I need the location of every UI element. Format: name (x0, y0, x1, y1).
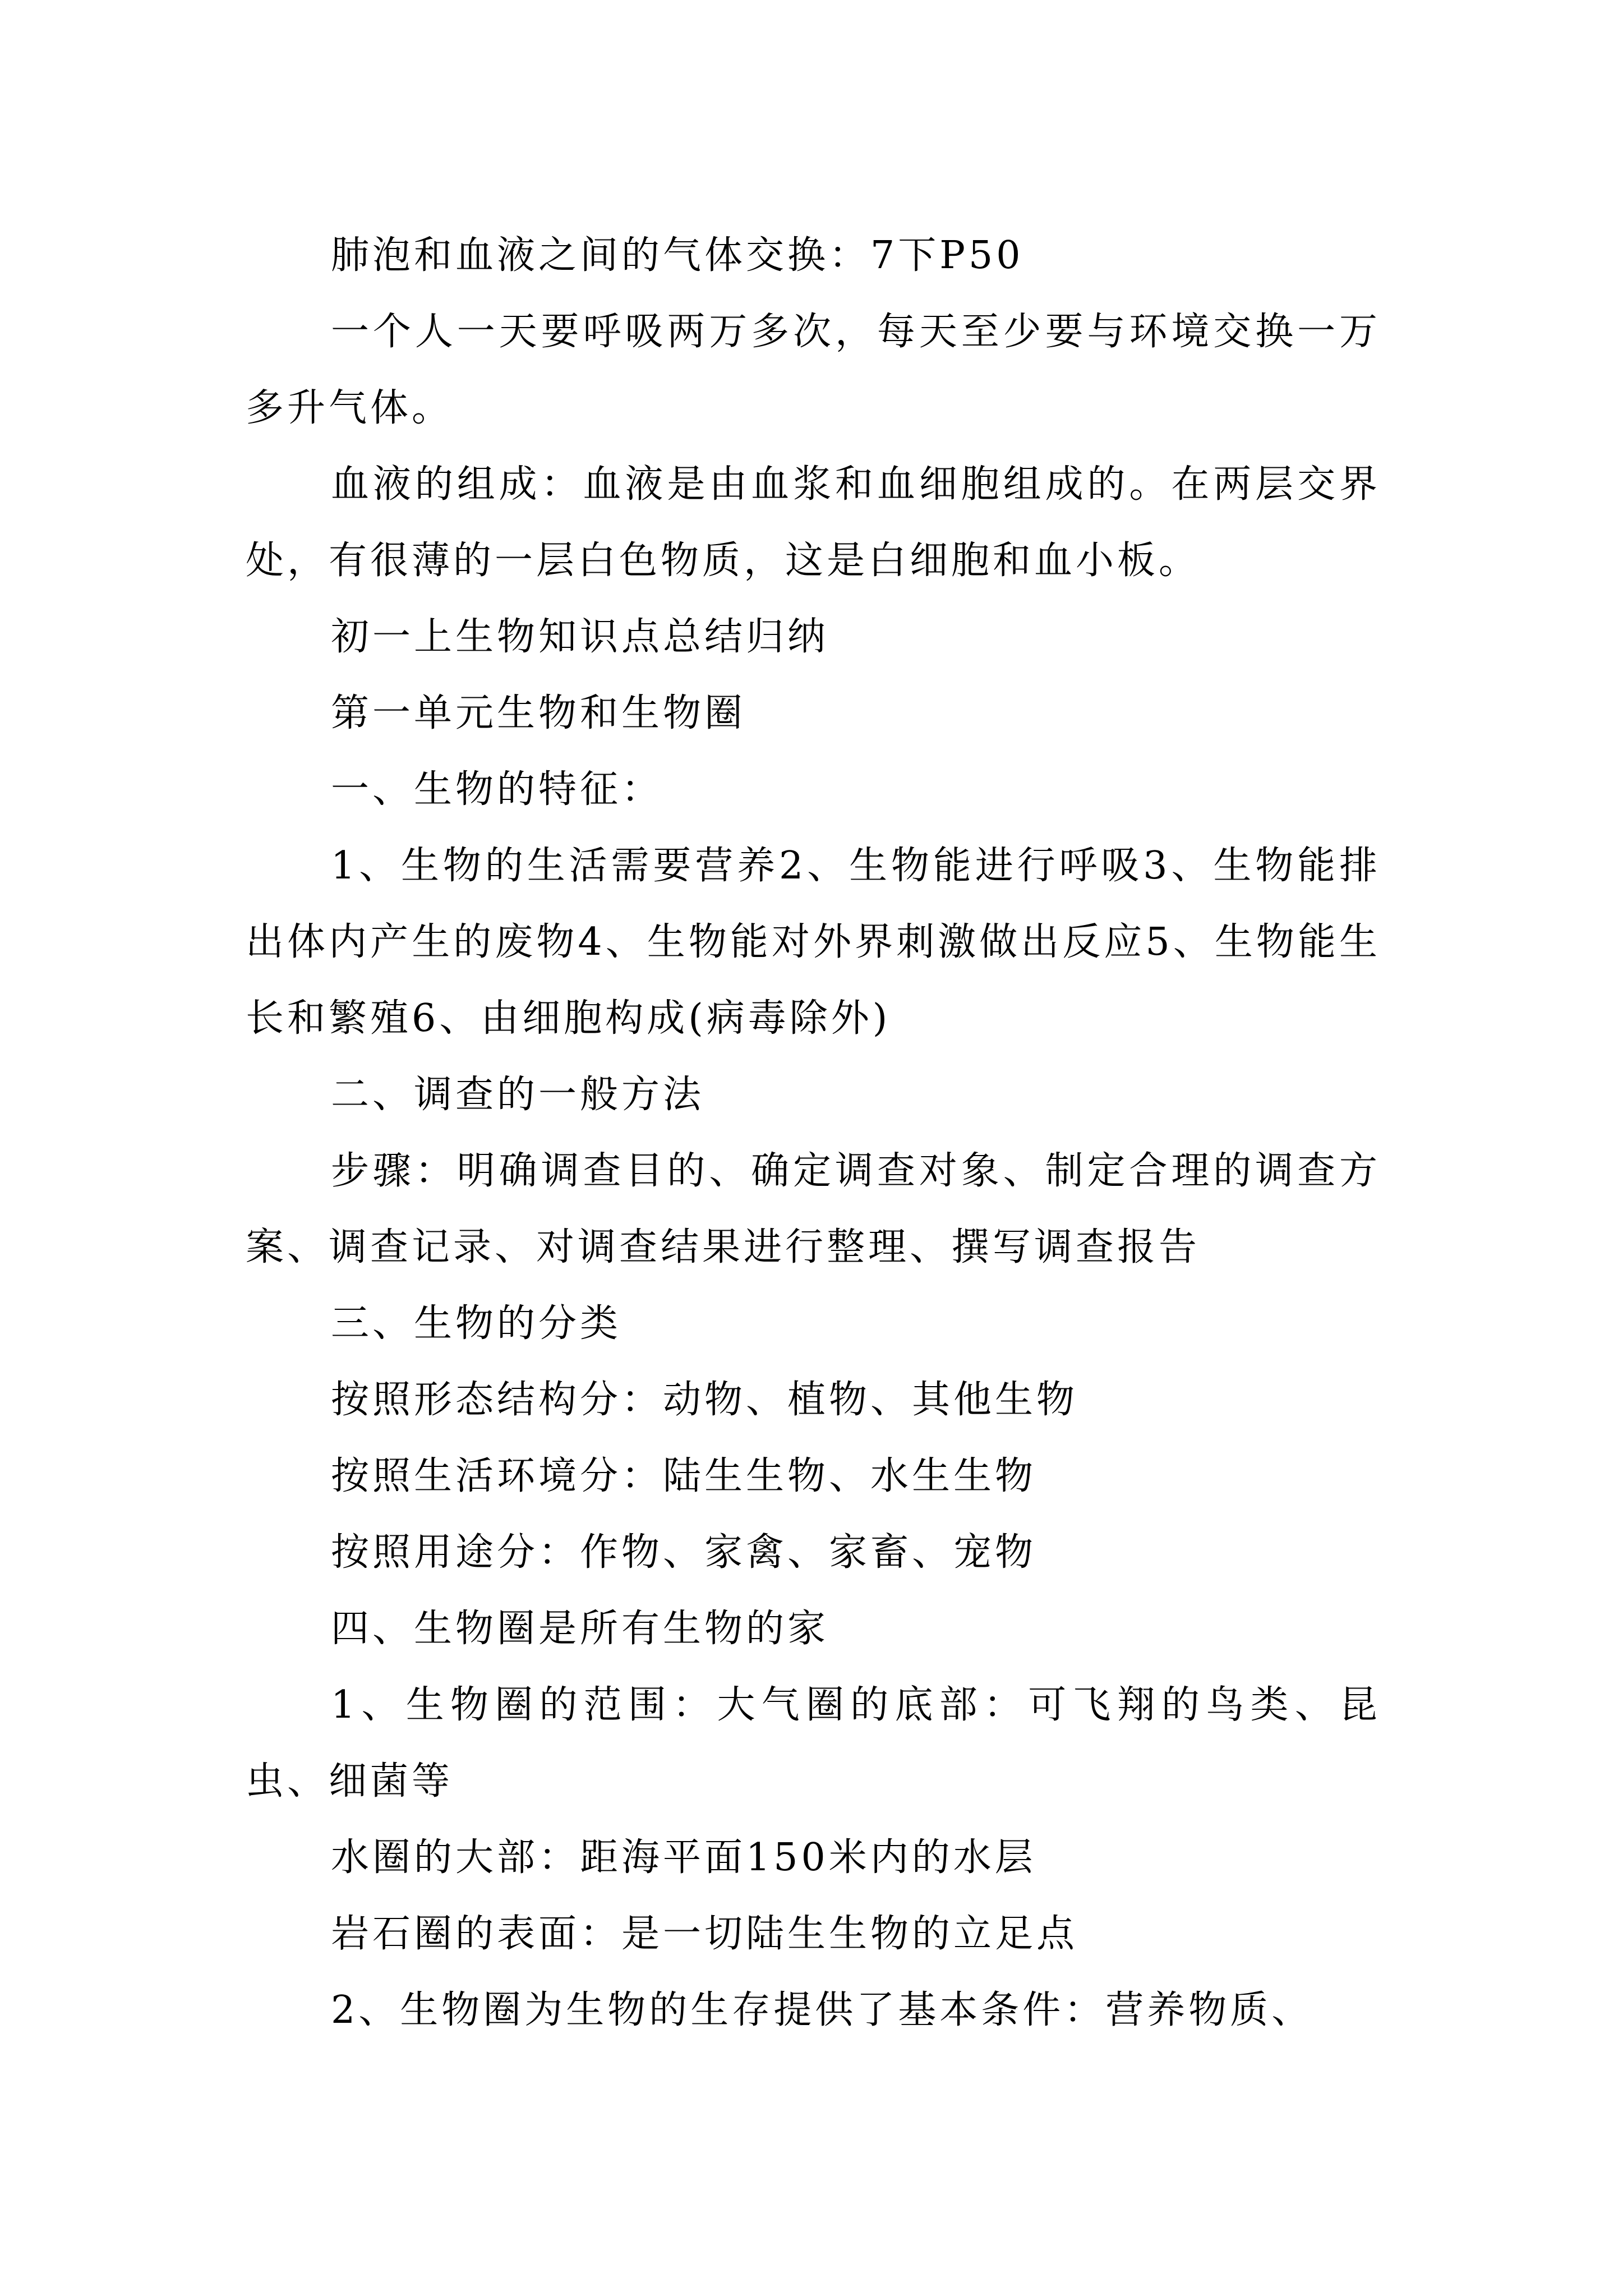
paragraph-biosphere-range: 1、生物圈的范围：大气圈的底部：可飞翔的鸟类、昆虫、细菌等 (246, 1683, 1381, 1803)
paragraph-gas-exchange: 肺泡和血液之间的气体交换：7下P50 (331, 233, 1024, 278)
paragraph-characteristics-list: 1、生物的生活需要营养2、生物能进行呼吸3、生物能排出体内产生的废物4、生物能对外界刺激做出反应5、生物能生长和繁殖6、由细胞构成(病毒除外) (246, 844, 1381, 1041)
section-title: 初一上生物知识点总结归纳 (331, 615, 829, 659)
paragraph-lithosphere: 岩石圈的表面：是一切陆生生物的立足点 (331, 1912, 1078, 1956)
paragraph-classify-by-structure: 按照形态结构分：动物、植物、其他生物 (331, 1378, 1078, 1422)
heading-characteristics: 一、生物的特征： (331, 767, 663, 812)
document-body (246, 218, 1381, 2049)
paragraph-basic-conditions: 2、生物圈为生物的生存提供了基本条件：营养物质、 (331, 1988, 1313, 2032)
heading-biosphere: 四、生物圈是所有生物的家 (331, 1607, 829, 1651)
paragraph-breathing-frequency: 一个人一天要呼吸两万多次，每天至少要与环境交换一万多升气体。 (246, 310, 1381, 430)
unit-heading: 第一单元生物和生物圈 (331, 691, 746, 735)
paragraph-survey-steps: 步骤：明确调查目的、确定调查对象、制定合理的调查方案、调查记录、对调查结果进行整理、撰写调查报告 (246, 1149, 1381, 1269)
paragraph-classify-by-use: 按照用途分：作物、家禽、家畜、宠物 (331, 1530, 1037, 1575)
paragraph-blood-composition: 血液的组成：血液是由血浆和血细胞组成的。在两层交界处，有很薄的一层白色物质，这是白细胞和血小板。 (246, 462, 1381, 583)
paragraph-classify-by-environment: 按照生活环境分：陆生生物、水生生物 (331, 1454, 1037, 1498)
heading-survey-method: 二、调查的一般方法 (331, 1073, 705, 1117)
paragraph-hydrosphere: 水圈的大部：距海平面150米内的水层 (331, 1835, 1036, 1880)
heading-classification: 三、生物的分类 (331, 1301, 622, 1346)
